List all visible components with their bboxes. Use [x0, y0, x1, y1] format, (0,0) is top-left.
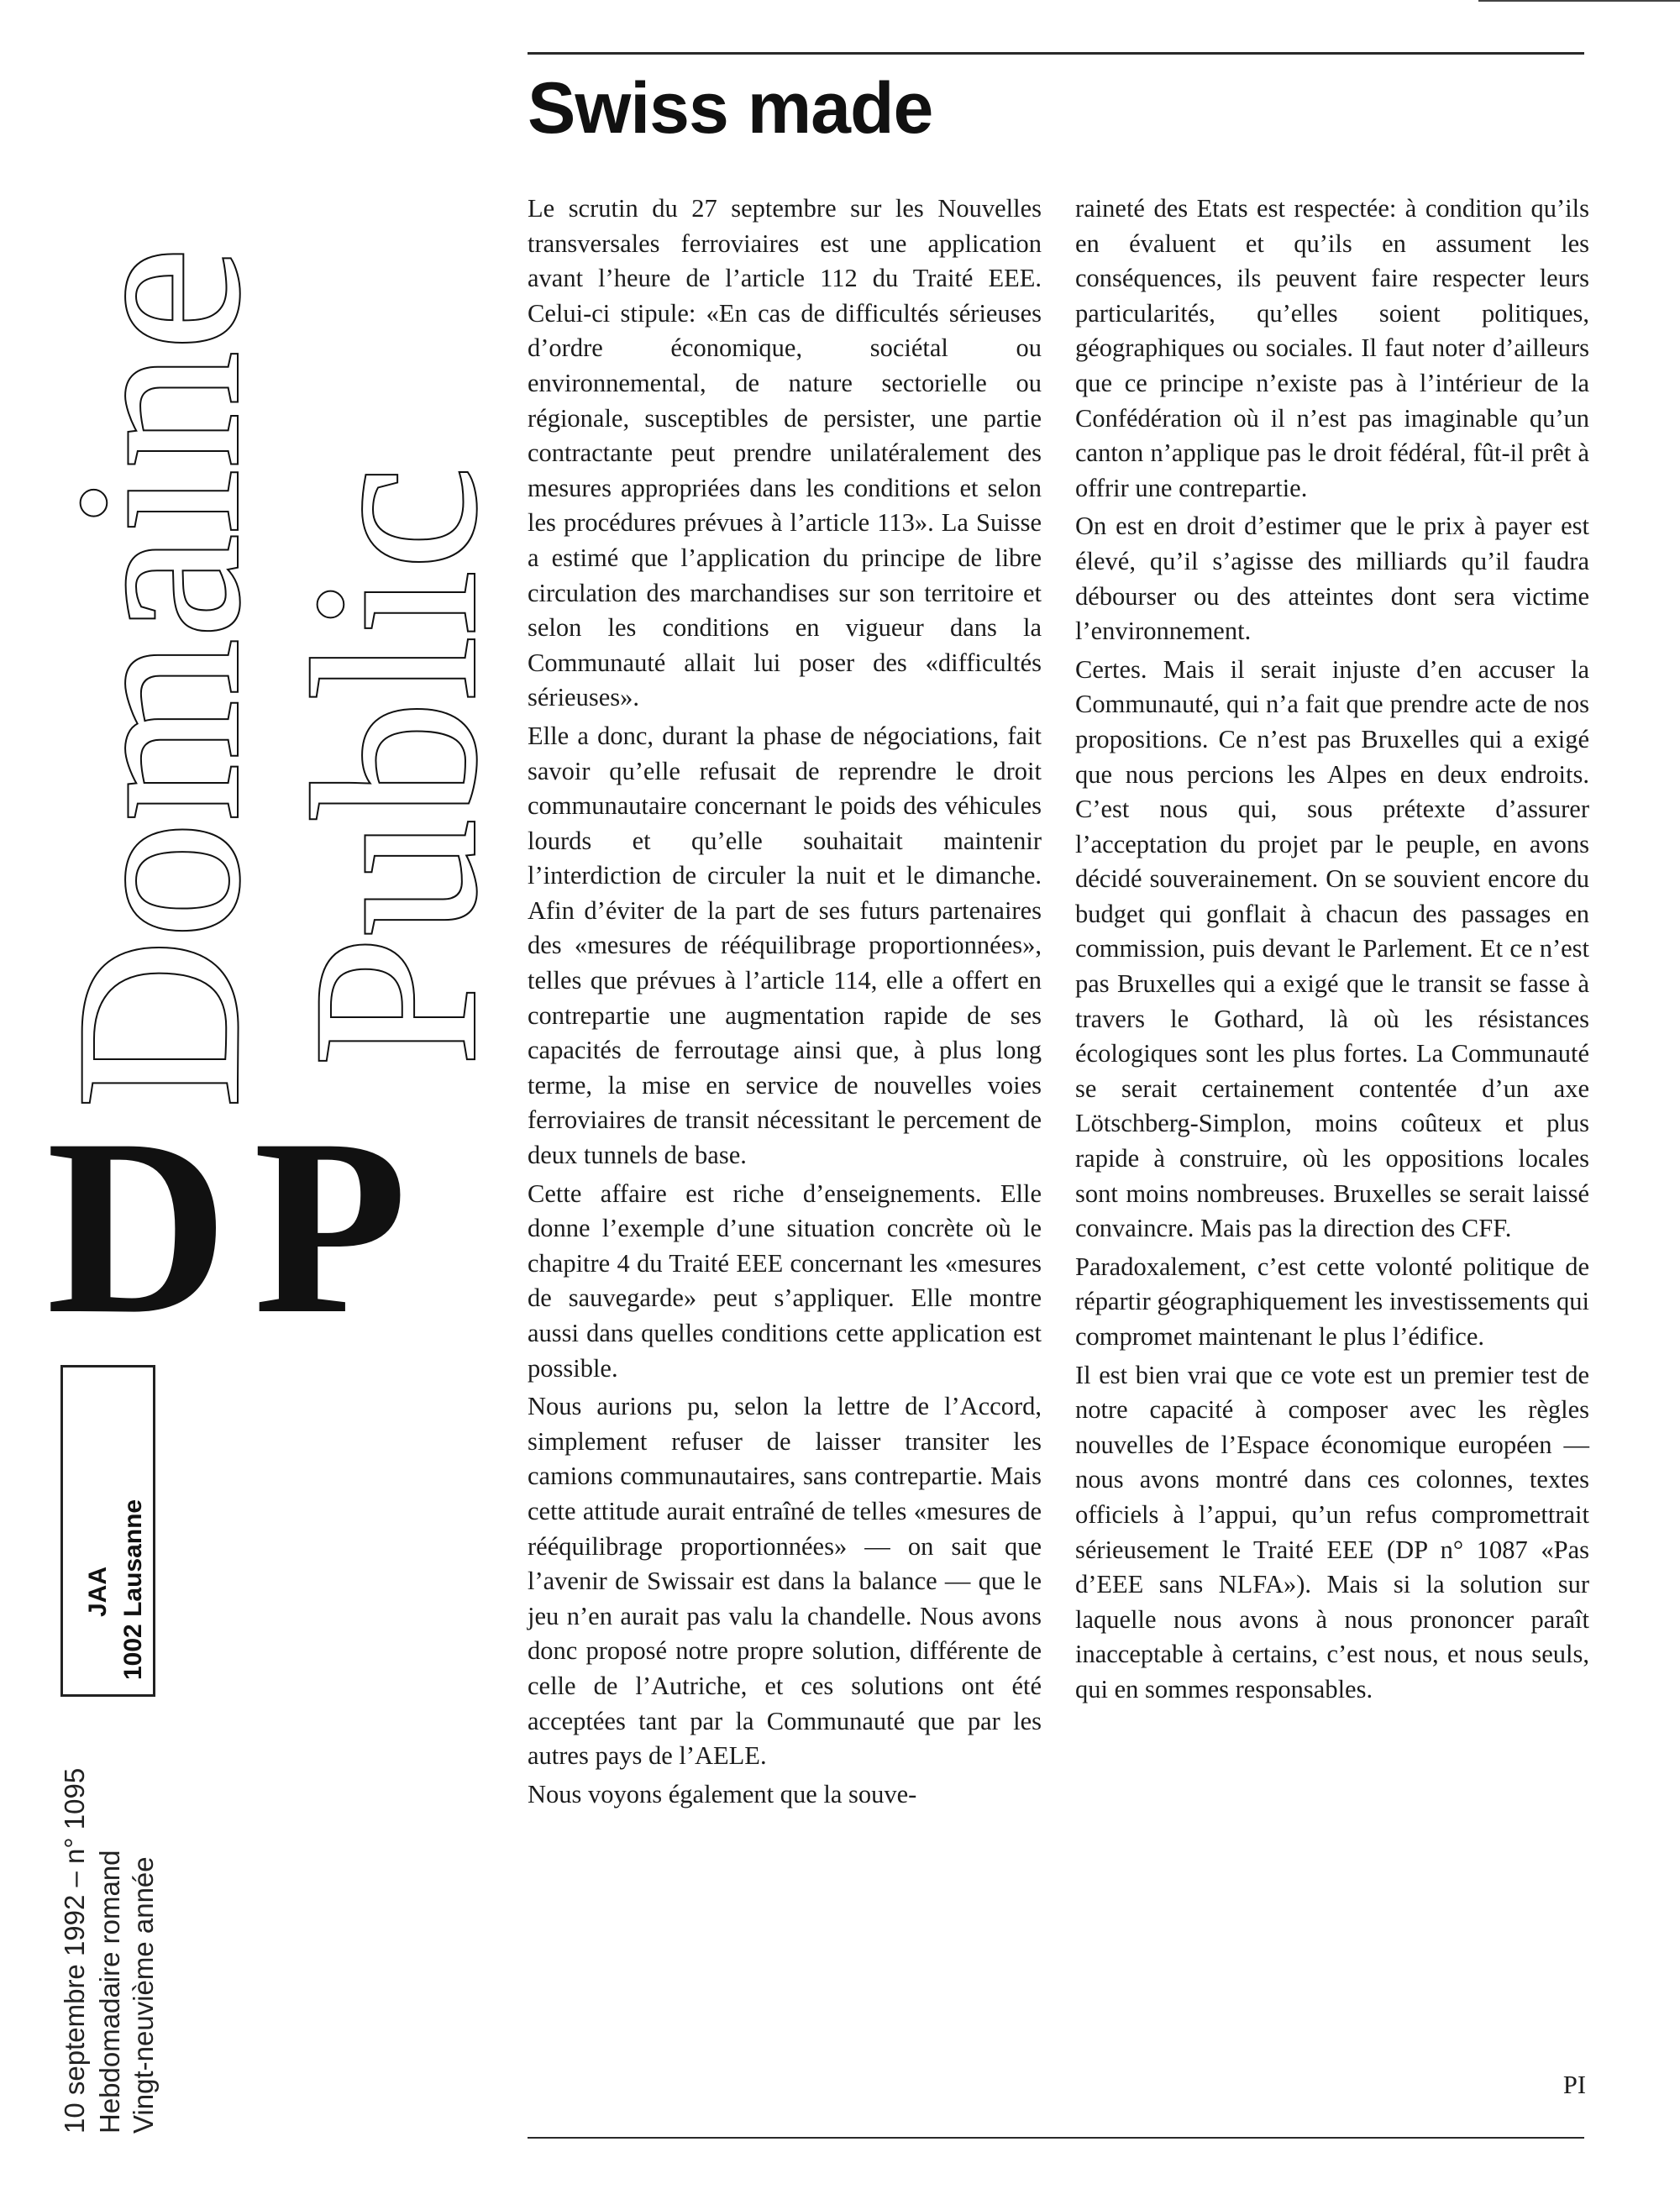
paragraph: Cette affaire est riche d’enseignements. Elle donne l’exemple d’une situation concrète où le chapitre 4 du Traité EEE concernant les «mesures de sauvegarde» peut s’appliquer. Elle montre aussi dans quelles conditions cette application est possible. — [528, 1178, 1042, 1383]
issue-year: Vingt-neuvième année — [128, 1856, 159, 2134]
corner-rule — [1478, 0, 1680, 2]
paragraph: Nous voyons également que la souve- — [528, 1779, 917, 1808]
issue-type: Hebdomadaire romand — [94, 1850, 125, 2134]
address-jaa: JAA — [84, 1566, 112, 1617]
paragraph: On est en droit d’estimer que le prix à payer est élevé, qu’il s’agisse des milliards qu’il faudra débourser ou des atteintes dont sera victime l’environnement. — [1075, 512, 1589, 646]
paragraph: Nous aurions pu, selon la lettre de l’Accord, simplement refuser de laisser transiter les camions communautaires, sans contrepartie. Mais cette attitude aurait entraîné de telles «mesures de rééquilibrage proportionnées» — on sait que l’avenir de Swissair est dans la balance — que le jeu n’en aurait pas valu la chandelle. Nous avons donc proposé notre propre solution, différente de celle de l’Autriche, et ces solutions ont été acceptées tant par la Communauté que par les autres pays de l’AELE. — [528, 1392, 1042, 1771]
paragraph: Elle a donc, durant la phase de négociations, fait savoir qu’elle refusait de reprendre le droit communautaire concernant le poids des véhicules lourds et qu’elle souhaitait maintenir l’interdiction de circuler la nuit et le dimanche. Afin d’éviter de la part de ses futurs partenaires des «mesures de rééquilibrage proportionnées», telles que prévues à l’article 114, elle a offert en contrepartie une augmentation rapide de ses capacités de ferroutage ainsi que, à plus long terme, la mise en service de nouvelles voies ferroviaires de transit nécessitant le percement de deux tunnels de base. — [528, 721, 1042, 1170]
paragraph: Certes. Mais il serait injuste d’en accuser la Communauté, qui n’a fait que prendre acte de nos propositions. Ce n’est pas Bruxelles qui a exigé que nous percions les Alpes en deux endroits. C’est nous qui, sous prétexte d’assurer l’acceptation du projet par le peuple, en avons décidé souverainement. On se souvient encore du budget qui gonflait à chacun des passages en commission, puis devant le Parlement. Et ce n’est pas Bruxelles qui a exigé que le transit se fasse à travers le Gothard, là où les résistances écologiques sont les plus fortes. La Communauté se serait certainement contentée d’un axe Lötschberg-Simplon, moins coûteux et plus rapide à construire, où les oppositions locales sont moins nombreuses. Bruxelles se serait laissé convaincre. Mais pas la direction des CFF. — [1075, 654, 1589, 1243]
author-signature: PI — [1562, 2071, 1586, 2099]
top-rule — [528, 52, 1584, 55]
paragraph: Le scrutin du 27 septembre sur les Nouvelles transversales ferroviaires est une application avant l’heure de l’article 112 du Traité EEE. Celui-ci stipule: «En cas de difficultés sérieuses d’ordre économique, sociétal ou environnemental, de nature sectorielle ou régionale, susceptibles de persister, une partie contractante peut prendre unilatéralement des mesures appropriées dans les conditions et selon les procédures prévues à l’article 113». La Suisse a estimé que l’application du principe de libre circulation des marchandises sur son territoire et selon les conditions en vigueur dans la Communauté allait lui poser des «difficultés sérieuses». — [528, 194, 1042, 712]
paragraph: Il est bien vrai que ce vote est un premier test de notre capacité à composer avec les règles nouvelles de l’Espace économique européen — nous avons montré dans ces colonnes, textes officiels à l’appui, qu’un refus compromettrait sérieusement le Traité EEE (DP n° 1087 «Pas d’EEE sans NLFA»). Mais si la solution sur laquelle nous avons à nous prononcer paraît inacceptable à certains, c’est nous, et nous seuls, qui en sommes responsables. — [1075, 1360, 1589, 1703]
bottom-rule — [528, 2137, 1584, 2139]
masthead-domaine: Domaine — [27, 246, 288, 1109]
address-city: 1002 Lausanne — [119, 1499, 147, 1680]
paragraph: raineté des Etats est respectée: à condition qu’ils en évaluent et qu’ils en assument les conséquences, ils peuvent faire respecter leurs particularités, qu’elles soient politiques, géographiques ou sociales. Il faut noter d’ailleurs que ce principe n’existe pas à l’intérieur de la Confédération où il n’est pas imaginable qu’un canton n’applique pas le droit fédéral, fût-il prêt à offrir une contrepartie. — [1075, 194, 1589, 502]
issue-date: 10 septembre 1992 – n° 1095 — [59, 1767, 90, 2134]
article-column-right — [1075, 192, 1589, 1711]
dp-logo: DP — [46, 1087, 433, 1366]
masthead-public: Public — [264, 465, 525, 1067]
article-column-left — [528, 192, 1042, 1815]
article-title: Swiss made — [528, 68, 933, 149]
paragraph: Paradoxalement, c’est cette volonté politique de répartir géographiquement les investissements qui compromet maintenant le plus l’édifice. — [1075, 1252, 1589, 1351]
